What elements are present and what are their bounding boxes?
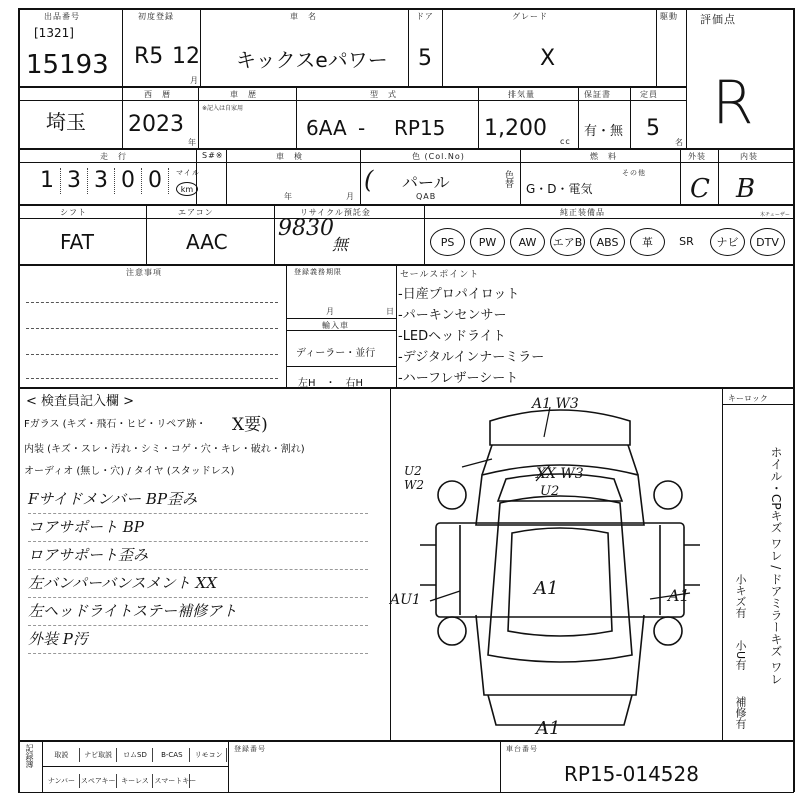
handwritten-note: コアサポート BP — [28, 514, 368, 542]
record-item: キーレス — [118, 774, 154, 788]
model-code: RP15 — [394, 116, 446, 140]
equip-pw: PW — [470, 228, 505, 256]
color-paren-open: ( — [364, 166, 374, 194]
selling-point: -日産プロパイロット — [398, 287, 520, 302]
sfx-label: S#※ — [202, 151, 224, 160]
handwritten-note: Fサイドメンバー BP歪み — [28, 486, 368, 514]
model-label: 型 式 — [370, 90, 397, 99]
inspection-line1: Fガラス (キズ・飛石・ヒビ・リペア跡・ — [24, 419, 207, 430]
mileage-digit: 1 — [34, 168, 61, 194]
inspection-year: 年 — [284, 192, 293, 201]
inspection-line3: オーディオ (無し・穴) / タイヤ (スタッドレス) — [24, 466, 235, 477]
record-item: ロムSD — [118, 748, 154, 762]
import-label: 輸入車 — [322, 321, 349, 330]
equip-abs: ABS — [590, 228, 625, 256]
warranty-label: 保証書 — [584, 90, 611, 99]
right-sub3: 補修有 — [734, 696, 747, 729]
car-diagram — [400, 395, 720, 735]
inspection-label: 車 検 — [276, 152, 303, 161]
year-unit: 年 — [188, 138, 197, 147]
reg-month: 月 — [326, 307, 335, 316]
handwritten-notes — [28, 486, 388, 654]
mark-hood2: U2 — [540, 484, 560, 499]
month-unit: 月 — [190, 76, 199, 85]
capacity-value: 5 — [646, 116, 660, 141]
selling-label: セールスポイント — [400, 270, 480, 280]
displacement-label: 排気量 — [508, 90, 535, 99]
selling-point: -ハーフレザーシート — [398, 371, 519, 386]
recycle-note: 無 — [332, 235, 349, 254]
lot-label: 出品番号 — [44, 12, 80, 21]
equip-navi: ナビ — [710, 228, 745, 256]
first-reg-era: R5 — [134, 44, 164, 69]
inspection-line2: 内装 (キズ・スレ・汚れ・シミ・コゲ・穴・キレ・破れ・割れ) — [24, 444, 305, 455]
record-item: ナンバー — [44, 774, 80, 788]
model-dash: - — [358, 116, 366, 140]
inspection-title: < 検査員記入欄 > — [26, 394, 135, 409]
year-label: 西 暦 — [144, 90, 171, 99]
handwritten-note: ロアサポート歪み — [28, 542, 368, 570]
fuel-label: 燃 料 — [590, 152, 617, 161]
record-item: 取説 — [44, 748, 80, 762]
chassis-label: 車台番号 — [506, 745, 538, 753]
handle-value: 左H ・ 右H — [298, 378, 364, 389]
score-label: 評価点 — [700, 13, 736, 26]
chassis-value: RP15-014528 — [564, 762, 699, 786]
color-label: 色 (Col.No) — [412, 152, 465, 161]
displacement-value: 1,200 — [484, 116, 547, 141]
ac-value: AAC — [186, 230, 228, 254]
displacement-unit: cc — [560, 137, 571, 146]
exterior-label: 外装 — [688, 152, 706, 161]
mark-roof: A1 — [534, 578, 559, 599]
mark-left-top2: W2 — [404, 478, 424, 492]
ac-label: エアコン — [178, 208, 214, 217]
mileage-digit: 0 — [142, 168, 169, 194]
reg-no-label: 登録番号 — [234, 745, 266, 753]
mark-left: AU1 — [390, 592, 421, 608]
score-value: R — [712, 68, 754, 138]
record-item: B-CAS — [154, 748, 190, 762]
color-value: パール — [402, 173, 450, 192]
model-prefix: 6AA — [306, 116, 347, 140]
items-row2 — [44, 772, 228, 788]
reg-deadline-label: 登録義務期限 — [294, 268, 342, 276]
right-column: ホイル・CPキズ ワレ / ドアミラーキズ ワレ — [769, 446, 783, 685]
doors-value: 5 — [418, 46, 432, 71]
interior-label: 内装 — [740, 152, 758, 161]
record-item: スペアキー — [81, 774, 117, 788]
items-label: 記録簿 — [25, 744, 34, 768]
selling-point: -デジタルインナーミラー — [398, 350, 545, 365]
drive-label: 駆動 — [660, 12, 678, 21]
shift-value: FAT — [60, 230, 95, 254]
car-name-label: 車 名 — [290, 12, 317, 21]
mark-hood: XX W3 — [536, 466, 584, 482]
grade-value: X — [540, 46, 556, 71]
mileage-unit-km: km — [176, 182, 198, 196]
equip-airbag: エアB — [550, 228, 585, 256]
fuel-other: その他 — [622, 169, 646, 177]
car-name: キックスeパワー — [236, 48, 388, 72]
equip-ps: PS — [430, 228, 465, 256]
color-change: 色替 — [503, 170, 513, 188]
mileage-digit: 0 — [115, 168, 142, 194]
history-label: 車 歴 — [230, 90, 257, 99]
record-item: リモコン — [191, 748, 227, 762]
equip-aw: AW — [510, 228, 545, 256]
mark-left-top: U2 — [404, 464, 422, 478]
grade-label: グレード — [512, 12, 548, 21]
handwritten-note: 左バンパーバンスメント XX — [28, 570, 368, 598]
shift-label: シフト — [60, 208, 87, 217]
exterior-value: C — [690, 174, 710, 204]
selling-points — [398, 284, 718, 389]
selling-point: -LEDヘッドライト — [398, 329, 506, 344]
items-row1 — [44, 746, 228, 762]
mileage-digit: 3 — [61, 168, 88, 194]
selling-point: -パーキンセンサー — [398, 308, 507, 323]
equipment-list — [428, 226, 792, 256]
right-sub1: 小キズ有 — [734, 574, 747, 618]
carlock-label: 木チューザー — [760, 212, 790, 218]
handwritten-note: 左ヘッドライトステー補修アト — [28, 598, 368, 626]
handwritten-note: 外装 P汚 — [28, 626, 368, 654]
region: 埼玉 — [46, 110, 86, 134]
history-note: ※記入は自家用 — [202, 105, 244, 112]
recycle-value: 9830 — [278, 216, 334, 241]
mileage-unit-mile: マイル — [176, 169, 200, 177]
import-value: ディーラー・並行 — [296, 348, 376, 359]
mileage-digit: 3 — [88, 168, 115, 194]
recycle-label: リサイクル預託金 — [300, 208, 371, 217]
year-value: 2023 — [128, 112, 184, 137]
first-reg-label: 初度登録 — [138, 12, 174, 21]
fuel-value: G・D・電気 — [526, 182, 593, 196]
equip-label: 純正装備品 — [560, 208, 605, 217]
equip-sr: SR — [679, 234, 694, 248]
capacity-label: 定員 — [640, 90, 658, 99]
record-item: スマートキー — [154, 774, 190, 788]
inspection-line1-hand: X要) — [232, 415, 268, 435]
mark-right: A1 — [668, 586, 690, 605]
warranty-value: 有・無 — [584, 124, 624, 139]
doors-label: ドア — [416, 12, 434, 21]
capacity-unit: 名 — [675, 138, 684, 147]
keylock-label: キーロック — [728, 394, 768, 403]
color-code: QAB — [416, 192, 437, 201]
lot-sub: [1321] — [34, 26, 74, 40]
lot-number: 15193 — [26, 50, 109, 80]
right-sub2: 小U有 — [734, 640, 747, 671]
interior-value: B — [736, 174, 756, 204]
mileage-label: 走 行 — [100, 152, 127, 161]
mark-front: A1 W3 — [532, 396, 579, 412]
first-reg-month: 12 — [172, 44, 200, 69]
equip-leather: 革 — [630, 228, 665, 256]
reg-day: 日 — [386, 307, 395, 316]
mileage-digits — [34, 168, 174, 196]
equip-dtv: DTV — [750, 228, 785, 256]
caution-label: 注意事項 — [126, 268, 162, 277]
mark-rear: A1 — [536, 718, 561, 739]
inspection-month: 月 — [346, 192, 355, 201]
record-item: ナビ取説 — [81, 748, 117, 762]
